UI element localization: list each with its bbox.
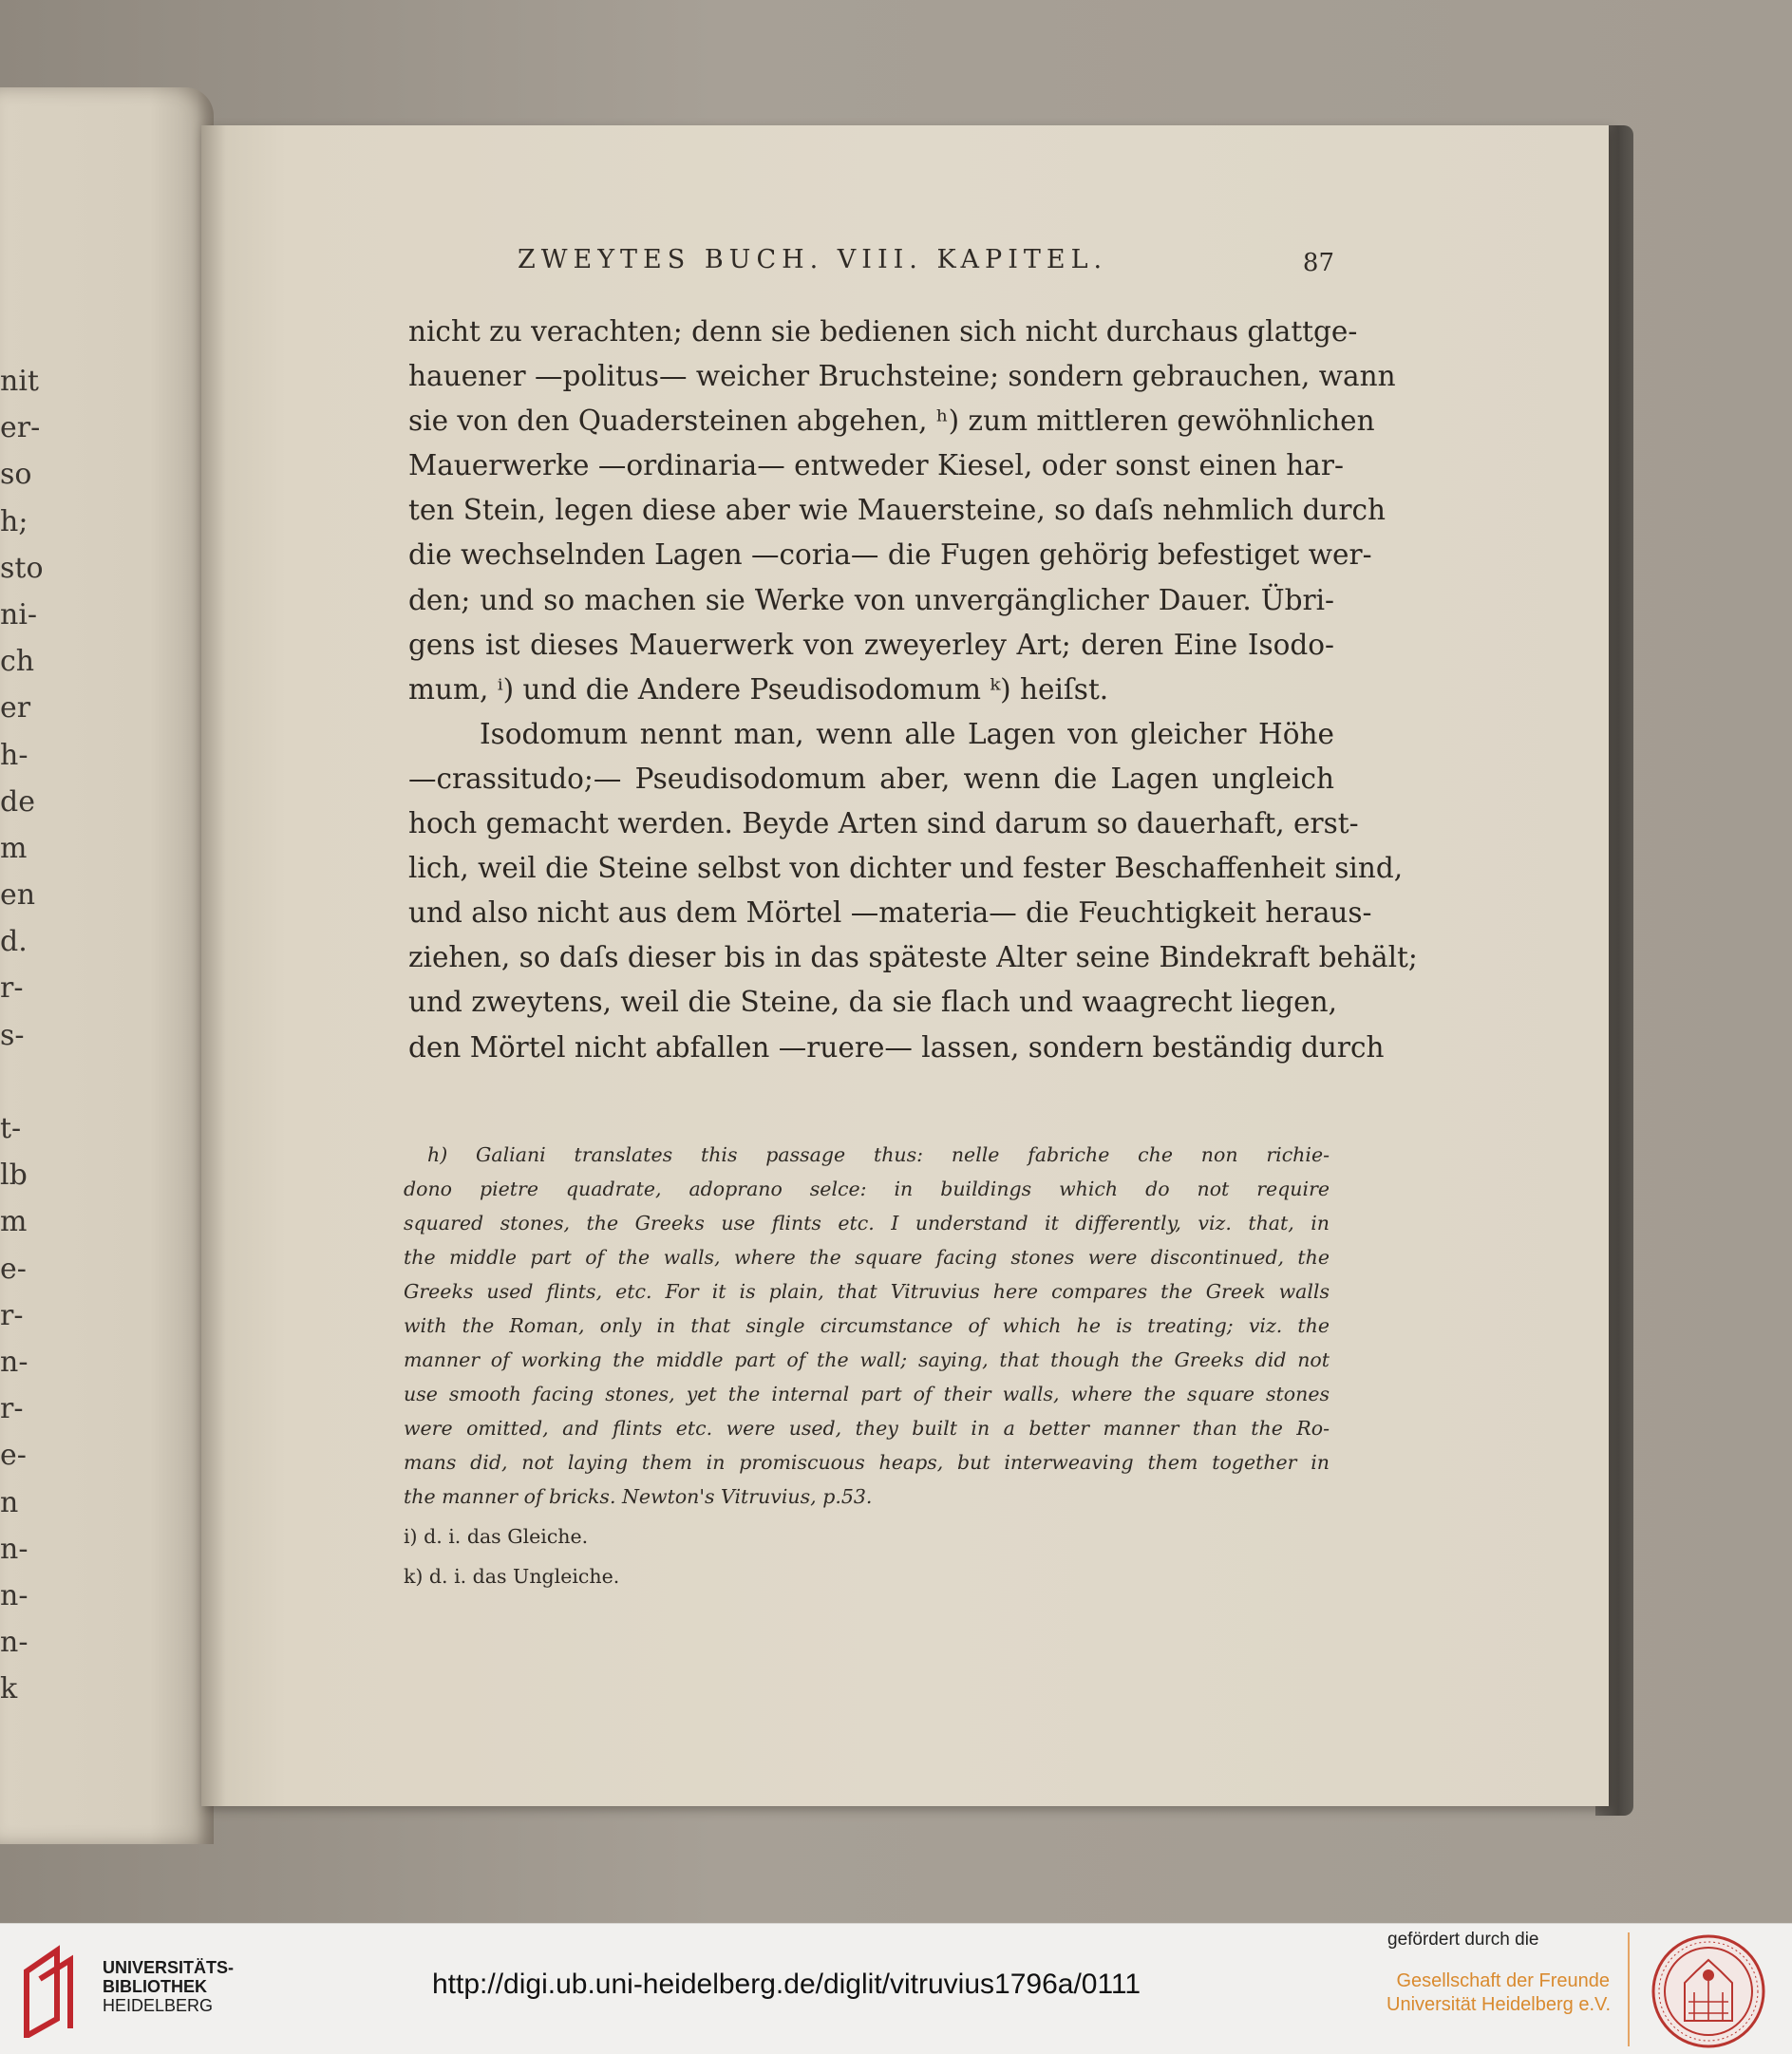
left-page-fragment: n- — [0, 1578, 28, 1612]
left-page-fragment: n- — [0, 1626, 28, 1660]
body-line: Mauerwerke —ordinaria— entweder Kiesel, oder sonst einen har- — [408, 449, 1344, 482]
left-page-fragment: er- — [0, 411, 41, 445]
body-text — [408, 310, 1418, 1070]
body-line: den Mörtel nicht abfallen —ruere— lassen, sondern beständig durch — [408, 1030, 1385, 1064]
body-line: sie von den Quadersteinen abgehen, ʰ) zum mittleren gewöhnlichen — [408, 405, 1375, 438]
footnote-h-line: the middle part of the walls, where the square facing stones were discontinued, the — [404, 1246, 1330, 1269]
left-page-fragment: r- — [0, 1392, 24, 1426]
page-number: 87 — [1302, 249, 1334, 277]
footnote-h-line: squared stones, the Greeks use flints etc. I understand it differently, viz. that, in — [404, 1212, 1330, 1234]
footnote-h-line: mans did, not laying them in promiscuous heaps, but interweaving them together in — [404, 1451, 1330, 1474]
footnote-h-line: were omitted, and flints etc. were used, they built in a better manner than the Ro- — [404, 1417, 1330, 1440]
body-line: lich, weil die Steine selbst von dichter und fester Beschaffenheit sind, — [408, 852, 1404, 885]
left-page-fragment: so — [0, 458, 32, 492]
left-page-fragment: en — [0, 878, 36, 913]
body-line: und also nicht aus dem Mörtel —materia— die Feuchtigkeit heraus- — [408, 896, 1372, 930]
footnote-h-line: the manner of bricks. Newton's Vitruvius, p.53. — [404, 1485, 873, 1508]
footnote-h-line: with the Roman, only in that single circumstance of which he is treating; viz. the — [404, 1314, 1330, 1337]
left-page-fragment: m — [0, 1205, 28, 1239]
left-page-fragment: sto — [0, 551, 44, 585]
gutter-shadow — [201, 125, 226, 1806]
footnotes — [404, 1138, 1330, 1593]
body-line: nicht zu verachten; denn sie bedienen sich nicht durchaus glattge- — [408, 315, 1358, 348]
footnote-h-line: Greeks used flints, etc. For it is plain, that Vitruvius here compares the Greek walls — [404, 1280, 1330, 1303]
library-name-line2: BIBLIOTHEK — [103, 1977, 207, 1996]
left-page-text-fragments — [0, 358, 57, 1712]
left-page-fragment: k — [0, 1672, 18, 1706]
left-page-fragment: ch — [0, 645, 35, 679]
body-line: ziehen, so daſs dieser bis in das späteste Alter seine Bindekraft behält; — [408, 941, 1418, 974]
body-line: hauener —politus— weicher Bruchsteine; sondern gebrauchen, wann — [408, 360, 1396, 393]
left-page-fragment: h; — [0, 504, 28, 538]
left-page-fragment: e- — [0, 1252, 27, 1286]
footnote-h-line: h) Galiani translates this passage thus: nelle fabriche che non richie- — [427, 1143, 1330, 1166]
left-page-fragment: de — [0, 784, 35, 819]
body-line: den; und so machen sie Werke von unvergänglicher Dauer. Übri- — [408, 583, 1334, 616]
left-page-fragment: t- — [0, 1112, 22, 1145]
left-page-fragment: e- — [0, 1439, 27, 1473]
sponsor-name-line1: Gesellschaft der Freunde — [1396, 1970, 1610, 1991]
left-page-fragment: n- — [0, 1532, 28, 1566]
footnote-k: k) d. i. das Ungleiche. — [404, 1565, 620, 1588]
footnote-h-line: manner of working the middle part of the wall; saying, that though the Greeks did not — [404, 1348, 1330, 1371]
sponsor-divider — [1628, 1932, 1630, 2046]
sponsor-name-line2: Universität Heidelberg e.V. — [1386, 1994, 1612, 2015]
footnote-h-line: dono pietre quadrate, adoprano selce: in buildings which do not require — [404, 1178, 1330, 1200]
body-line: Isodomum nennt man, wenn alle Lagen von gleicher Höhe — [480, 717, 1334, 750]
permalink-url[interactable]: http://digi.ub.uni-heidelberg.de/diglit/vitruvius1796a/0111 — [432, 1969, 1141, 2000]
left-page-fragment: s- — [0, 1018, 25, 1052]
library-name[interactable] — [103, 1958, 234, 2015]
chapter-title: ZWEYTES BUCH. VIII. KAPITEL. — [518, 245, 1108, 274]
footnote-h — [404, 1138, 1330, 1514]
left-page-fragment — [0, 1059, 57, 1105]
library-name-line1: UNIVERSITÄTS- — [103, 1958, 235, 1977]
footnote-h-line: use smooth facing stones, yet the internal part of their walls, where the square stones — [404, 1383, 1330, 1405]
library-name-line3: HEIDELBERG — [103, 1996, 214, 2015]
body-line: die wechselnden Lagen —coria— die Fugen gehörig befestiget wer- — [408, 538, 1372, 572]
left-page-fragment: m — [0, 831, 28, 865]
sponsor-name[interactable] — [1386, 1969, 1610, 2017]
left-page-fragment: lb — [0, 1159, 28, 1193]
body-line: und zweytens, weil die Steine, da sie flach und waagrecht liegen, — [408, 986, 1338, 1019]
left-page-fragment: nit — [0, 365, 39, 398]
left-page-fragment: r- — [0, 1298, 24, 1332]
body-line: hoch gemacht werden. Beyde Arten sind darum so dauerhaft, erst- — [408, 807, 1359, 840]
left-page-fragment: ni- — [0, 597, 38, 631]
left-page-fragment: n- — [0, 1345, 28, 1379]
body-line: —crassitudo;— Pseudisodomum aber, wenn die Lagen ungleich — [408, 762, 1334, 795]
left-page — [0, 87, 214, 1844]
left-page-fragment: n — [0, 1485, 19, 1519]
left-page-fragment: r- — [0, 971, 24, 1006]
left-page-fragment: h- — [0, 738, 28, 772]
left-page-fragment: d. — [0, 925, 28, 959]
body-line: gens ist dieses Mauerwerk von zweyerley Art; deren Eine Isodo- — [408, 628, 1334, 661]
university-library-logo-icon[interactable] — [19, 1943, 87, 2038]
body-line: mum, ⁱ) und die Andere Pseudisodomum ᵏ) heiſst. — [408, 672, 1109, 706]
sponsor-label: gefördert durch die — [1387, 1930, 1539, 1950]
body-line: ten Stein, legen diese aber wie Mauersteine, so daſs nehmlich durch — [408, 494, 1386, 527]
footnote-i: i) d. i. das Gleiche. — [404, 1525, 589, 1548]
left-page-fragment: er — [0, 691, 31, 725]
university-seal-icon[interactable] — [1651, 1933, 1766, 2049]
